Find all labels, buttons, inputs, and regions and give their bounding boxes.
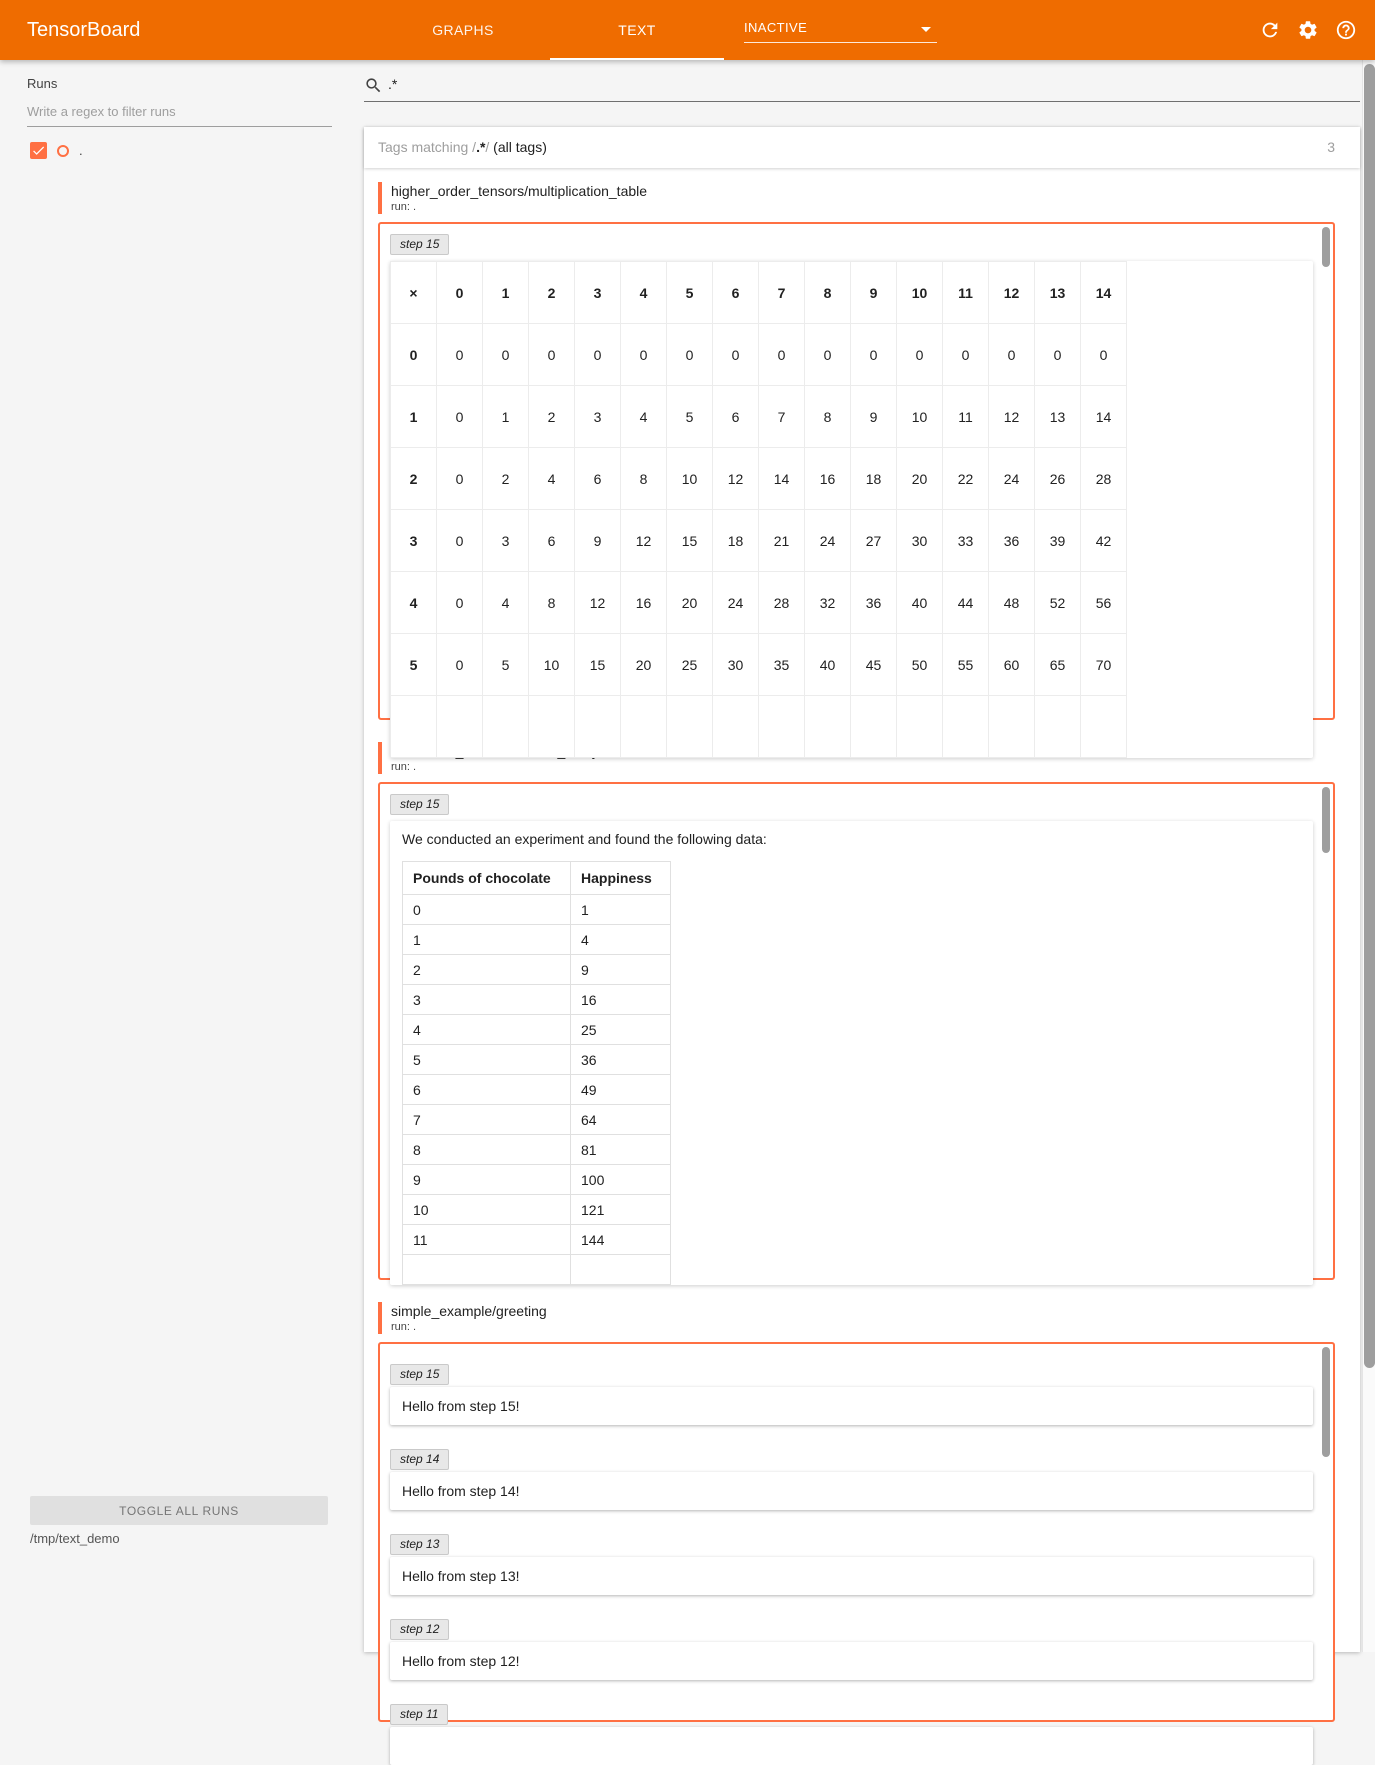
run-list-item[interactable] [30, 142, 83, 159]
table-cell: 50 [897, 634, 943, 696]
table-cell: 6 [575, 448, 621, 510]
table-cell: 18 [713, 510, 759, 572]
table-cell: 16 [621, 572, 667, 634]
greeting-list [380, 1354, 1333, 1765]
table-cell: 100 [571, 1165, 671, 1195]
table-cell [483, 696, 529, 758]
table-cell: 0 [437, 262, 483, 324]
table-cell: 0 [1081, 324, 1127, 386]
table-cell: 9 [851, 262, 897, 324]
table-cell: 12 [989, 262, 1035, 324]
header-icons [1259, 0, 1357, 60]
run-filter-input[interactable] [27, 100, 332, 127]
table-cell: 48 [989, 572, 1035, 634]
table-cell: 9 [403, 1165, 571, 1195]
table-cell: 9 [575, 510, 621, 572]
table-cell: 5 [483, 634, 529, 696]
card-scrollbar-thumb[interactable] [1322, 787, 1330, 853]
tag-title-block [378, 1302, 1335, 1334]
table-cell: 2 [403, 955, 571, 985]
app-header [0, 0, 1375, 60]
table-cell [1081, 696, 1127, 758]
table-cell: 6 [403, 1075, 571, 1105]
table-cell: 2 [529, 262, 575, 324]
tags-matching-regex: .* [476, 139, 486, 155]
tags-panel [364, 127, 1360, 1721]
table-cell: 52 [1035, 572, 1081, 634]
table-cell: 39 [1035, 510, 1081, 572]
table-cell: 0 [437, 324, 483, 386]
table-cell: 3 [403, 985, 571, 1015]
table-cell [851, 696, 897, 758]
greeting-message: Hello from step 14! [390, 1472, 1313, 1510]
tag-filter-field [364, 72, 1360, 102]
table-cell: 7 [759, 262, 805, 324]
table-cell: 16 [805, 448, 851, 510]
table-cell [1035, 696, 1081, 758]
greeting-message [390, 1727, 1313, 1765]
table-cell [989, 696, 1035, 758]
table-cell: 5 [667, 386, 713, 448]
status-dropdown-value: INACTIVE [744, 20, 808, 35]
tab-graphs[interactable]: GRAPHS [432, 22, 494, 38]
card-scrollbar-thumb[interactable] [1322, 227, 1330, 267]
table-row [403, 1135, 671, 1165]
table-cell: 0 [713, 324, 759, 386]
table-cell: 42 [1081, 510, 1127, 572]
tags-matching-prefix: Tags matching / [378, 139, 477, 155]
tags-matching-slash: / [485, 139, 490, 155]
step-chip: step 15 [390, 234, 449, 255]
table-cell: 0 [575, 324, 621, 386]
step-chip: step 15 [390, 794, 449, 815]
table-cell: 0 [667, 324, 713, 386]
table-cell: 40 [805, 634, 851, 696]
table-cell [529, 696, 575, 758]
table-cell: 32 [805, 572, 851, 634]
log-directory: /tmp/text_demo [30, 1531, 120, 1546]
table-row [403, 955, 671, 985]
table-cell: 26 [1035, 448, 1081, 510]
greeting-entry [390, 1524, 1313, 1595]
table-cell: 0 [851, 324, 897, 386]
table-cell: 0 [437, 386, 483, 448]
table-cell: 1 [391, 386, 437, 448]
page-scrollbar-thumb[interactable] [1364, 64, 1375, 1368]
table-cell: 56 [1081, 572, 1127, 634]
table-cell: 14 [1081, 262, 1127, 324]
table-cell: 14 [759, 448, 805, 510]
table-cell: 13 [1035, 262, 1081, 324]
table-cell: 8 [805, 386, 851, 448]
table-row [403, 925, 671, 955]
step-chip: step 11 [390, 1704, 448, 1725]
table-cell: 12 [989, 386, 1035, 448]
table-cell: 35 [759, 634, 805, 696]
table-cell: 64 [571, 1105, 671, 1135]
table-cell: 5 [391, 634, 437, 696]
table-cell: × [391, 262, 437, 324]
table-cell: 40 [897, 572, 943, 634]
table-cell [621, 696, 667, 758]
table-cell: 0 [943, 324, 989, 386]
table-cell: 0 [483, 324, 529, 386]
table-cell: 4 [621, 262, 667, 324]
table-cell: 49 [571, 1075, 671, 1105]
markdown-box [390, 821, 1313, 1285]
table-cell: 10 [667, 448, 713, 510]
tags-panel-header[interactable] [364, 127, 1360, 168]
table-row [391, 572, 1127, 634]
table-row [391, 634, 1127, 696]
step-chip: step 15 [390, 1364, 449, 1385]
table-cell: 28 [759, 572, 805, 634]
table-cell [571, 1255, 671, 1285]
table-cell: 60 [989, 634, 1035, 696]
tag-title-block [378, 182, 1335, 214]
table-cell: 4 [621, 386, 667, 448]
table-cell: 8 [621, 448, 667, 510]
table-cell [391, 696, 437, 758]
tag-name: higher_order_tensors/multiplication_table [391, 183, 648, 199]
table-cell: 33 [943, 510, 989, 572]
table-cell: 144 [571, 1225, 671, 1255]
table-cell: 36 [851, 572, 897, 634]
tags-matching-alltags: (all tags) [489, 139, 547, 155]
tag-section-chocolate-study [364, 742, 1360, 1280]
tag-section-multiplication-table [364, 182, 1360, 720]
table-row [403, 895, 671, 925]
table-cell: 6 [713, 386, 759, 448]
table-cell: 0 [391, 324, 437, 386]
table-cell: 6 [529, 510, 575, 572]
chocolate-table [402, 861, 671, 1285]
table-cell: 1 [483, 386, 529, 448]
table-cell: 0 [437, 572, 483, 634]
table-cell: 65 [1035, 634, 1081, 696]
table-cell: 11 [943, 386, 989, 448]
run-checkbox-checked[interactable] [30, 142, 47, 159]
table-cell: 2 [391, 448, 437, 510]
chevron-down-icon [921, 27, 931, 32]
toggle-all-runs-button[interactable]: TOGGLE ALL RUNS [30, 1496, 328, 1525]
table-cell: 0 [621, 324, 667, 386]
dashboard-tabs [376, 0, 724, 60]
run-color-circle-icon [57, 145, 69, 157]
table-cell: 24 [989, 448, 1035, 510]
greeting-entry [390, 1439, 1313, 1510]
table-cell: 20 [621, 634, 667, 696]
table-cell: 10 [897, 386, 943, 448]
table-cell: Pounds of chocolate [403, 862, 571, 895]
settings-icon[interactable] [1297, 19, 1319, 41]
table-row [403, 1015, 671, 1045]
table-cell: 15 [575, 634, 621, 696]
greeting-entry [390, 1609, 1313, 1680]
table-cell: 10 [403, 1195, 571, 1225]
table-cell: 11 [943, 262, 989, 324]
table-cell: 4 [483, 572, 529, 634]
table-cell: 70 [1081, 634, 1127, 696]
table-cell: 4 [391, 572, 437, 634]
table-cell: 12 [575, 572, 621, 634]
run-name: . [79, 143, 83, 158]
table-cell [437, 696, 483, 758]
card-scrollbar-thumb[interactable] [1322, 1347, 1330, 1457]
table-cell: 2 [483, 448, 529, 510]
table-cell: 13 [1035, 386, 1081, 448]
table-cell [897, 696, 943, 758]
table-cell [943, 696, 989, 758]
table-cell: 14 [1081, 386, 1127, 448]
table-cell: 28 [1081, 448, 1127, 510]
table-row [403, 1195, 671, 1225]
table-cell: 0 [1035, 324, 1081, 386]
greeting-message: Hello from step 15! [390, 1387, 1313, 1425]
table-row [391, 386, 1127, 448]
table-cell [575, 696, 621, 758]
text-card-greeting [378, 1342, 1335, 1722]
text-card-multiplication [378, 222, 1335, 720]
table-cell: 0 [805, 324, 851, 386]
tag-search-input[interactable] [388, 72, 1348, 92]
table-cell: 3 [483, 510, 529, 572]
table-cell: 45 [851, 634, 897, 696]
table-cell: 24 [713, 572, 759, 634]
table-cell: 8 [403, 1135, 571, 1165]
greeting-entry [390, 1354, 1313, 1425]
table-cell [805, 696, 851, 758]
table-cell: 44 [943, 572, 989, 634]
table-row [391, 510, 1127, 572]
table-cell: 8 [805, 262, 851, 324]
table-row [391, 448, 1127, 510]
table-cell: 10 [897, 262, 943, 324]
table-cell: 25 [571, 1015, 671, 1045]
step-chip: step 13 [390, 1534, 449, 1555]
tag-run: run: . [391, 761, 417, 773]
markdown-box [390, 261, 1313, 758]
table-cell: 1 [571, 895, 671, 925]
greeting-entry [390, 1694, 1313, 1765]
table-cell: 121 [571, 1195, 671, 1225]
table-cell: 3 [575, 262, 621, 324]
table-cell: 0 [403, 895, 571, 925]
table-cell [713, 696, 759, 758]
table-cell: 6 [713, 262, 759, 324]
greeting-message: Hello from step 13! [390, 1557, 1313, 1595]
tag-count-badge: 3 [1327, 139, 1335, 155]
table-cell: 4 [529, 448, 575, 510]
table-cell: 20 [897, 448, 943, 510]
table-cell: 1 [483, 262, 529, 324]
table-cell: 11 [403, 1225, 571, 1255]
table-cell [667, 696, 713, 758]
main-content [364, 60, 1360, 1721]
table-cell: 0 [759, 324, 805, 386]
table-cell: 0 [989, 324, 1035, 386]
table-cell: 0 [437, 634, 483, 696]
table-cell: 9 [571, 955, 671, 985]
search-icon [364, 76, 383, 95]
table-cell: 5 [403, 1045, 571, 1075]
table-row [403, 985, 671, 1015]
table-cell: 55 [943, 634, 989, 696]
table-row [403, 1165, 671, 1195]
table-cell: 9 [851, 386, 897, 448]
help-icon[interactable] [1335, 19, 1357, 41]
table-cell: 3 [575, 386, 621, 448]
table-cell: 0 [437, 510, 483, 572]
page-scrollbar[interactable] [1362, 60, 1375, 1652]
table-cell: 18 [851, 448, 897, 510]
step-chip: step 14 [390, 1449, 449, 1470]
table-cell: Happiness [571, 862, 671, 895]
table-cell: 7 [403, 1105, 571, 1135]
table-cell: 0 [897, 324, 943, 386]
table-cell: 4 [571, 925, 671, 955]
table-cell: 3 [391, 510, 437, 572]
table-cell: 0 [437, 448, 483, 510]
multiplication-table [390, 261, 1127, 758]
runs-sidebar [0, 60, 356, 1652]
table-cell: 20 [667, 572, 713, 634]
table-cell: 10 [529, 634, 575, 696]
table-row [403, 1045, 671, 1075]
table-cell: 22 [943, 448, 989, 510]
step-chip: step 12 [390, 1619, 449, 1640]
table-cell [759, 696, 805, 758]
table-cell: 21 [759, 510, 805, 572]
refresh-icon[interactable] [1259, 19, 1281, 41]
table-cell: 7 [759, 386, 805, 448]
table-cell: 16 [571, 985, 671, 1015]
experiment-paragraph: We conducted an experiment and found the following data: [402, 831, 767, 847]
table-cell: 4 [403, 1015, 571, 1045]
table-cell: 30 [713, 634, 759, 696]
status-dropdown[interactable] [744, 15, 937, 43]
table-cell: 24 [805, 510, 851, 572]
table-cell: 36 [989, 510, 1035, 572]
table-cell: 8 [529, 572, 575, 634]
table-cell: 1 [403, 925, 571, 955]
table-cell: 12 [713, 448, 759, 510]
app-title: TensorBoard [27, 19, 141, 41]
table-cell: 15 [667, 510, 713, 572]
table-cell: 81 [571, 1135, 671, 1165]
table-cell: 27 [851, 510, 897, 572]
table-cell: 12 [621, 510, 667, 572]
tag-name: simple_example/greeting [391, 1303, 547, 1319]
runs-heading: Runs [27, 76, 58, 91]
table-cell: 36 [571, 1045, 671, 1075]
table-row [403, 1075, 671, 1105]
table-cell: 25 [667, 634, 713, 696]
table-row [403, 1225, 671, 1255]
tab-text[interactable]: TEXT [550, 0, 724, 60]
tag-run: run: . [391, 1321, 417, 1333]
tag-run: run: . [391, 201, 417, 213]
text-card-chocolate [378, 782, 1335, 1280]
table-cell: 5 [667, 262, 713, 324]
table-cell: 2 [529, 386, 575, 448]
table-row [391, 324, 1127, 386]
table-cell: 30 [897, 510, 943, 572]
tag-section-greeting [364, 1302, 1360, 1722]
table-cell [403, 1255, 571, 1285]
greeting-message: Hello from step 12! [390, 1642, 1313, 1680]
table-cell: 0 [529, 324, 575, 386]
table-row [403, 1105, 671, 1135]
